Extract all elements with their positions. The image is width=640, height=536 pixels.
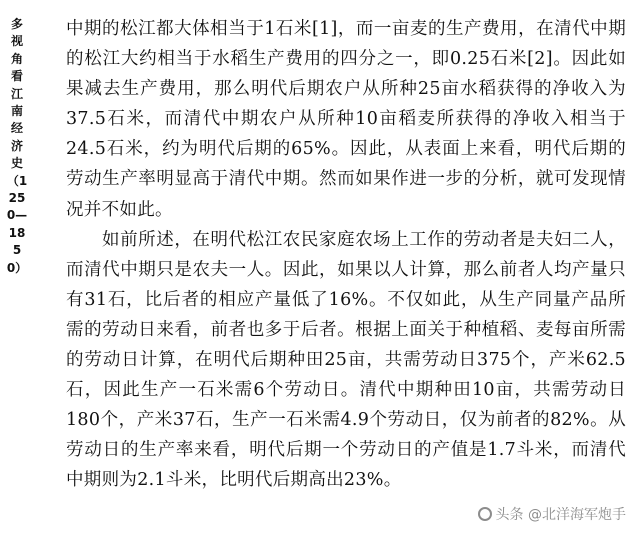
- page-body: [66, 14, 626, 496]
- paragraph-1: 中期的松江都大体相当于1石米[1]，而一亩麦的生产费用，在清代中期的松江大约相当于水稻生产费用的四分之一，即0.25石米[2]。因此如果减去生产费用，那么明代后期农户从所种25亩水稻获得的净收入为37.5石米，而清代中期农户从所种10亩稻麦所获得的净收入相当于24.5石米，约为明代后期的65%。因此，从表面上来看，明代后期的劳动生产率明显高于清代中期。然而如果作进一步的分析，就可发现情况并不如此。: [66, 19, 626, 220]
- watermark: [478, 504, 626, 524]
- watermark-text: 头条 @北洋海军炮手: [495, 507, 626, 523]
- paragraph-2: 如前所述，在明代松江农民家庭农场上工作的劳动者是夫妇二人，而清代中期只是农夫一人。因此，如果以人计算，那么前者人均产量只有31石，比后者的相应产量低了16%。不仅如此，从生产同量产品所需的劳动日来看，前者也多于后者。根据上面关于种植稻、麦每亩所需的劳动日计算，在明代后期种田25亩，共需劳动日375个，产米62.5石，因此生产一石米需6个劳动日。清代中期种田10亩，共需劳动日180个，产米37石，生产一石米需4.9个劳动日，仅为前者的82%。从劳动日的生产率来看，明代后期一个劳动日的产值是1.7斗米，而清代中期则为2.1斗米，比明代后期高出23%。: [66, 229, 626, 491]
- watermark-logo-icon: [478, 507, 492, 521]
- running-title: 多视角看江南经济史（1250—1850）: [6, 17, 28, 275]
